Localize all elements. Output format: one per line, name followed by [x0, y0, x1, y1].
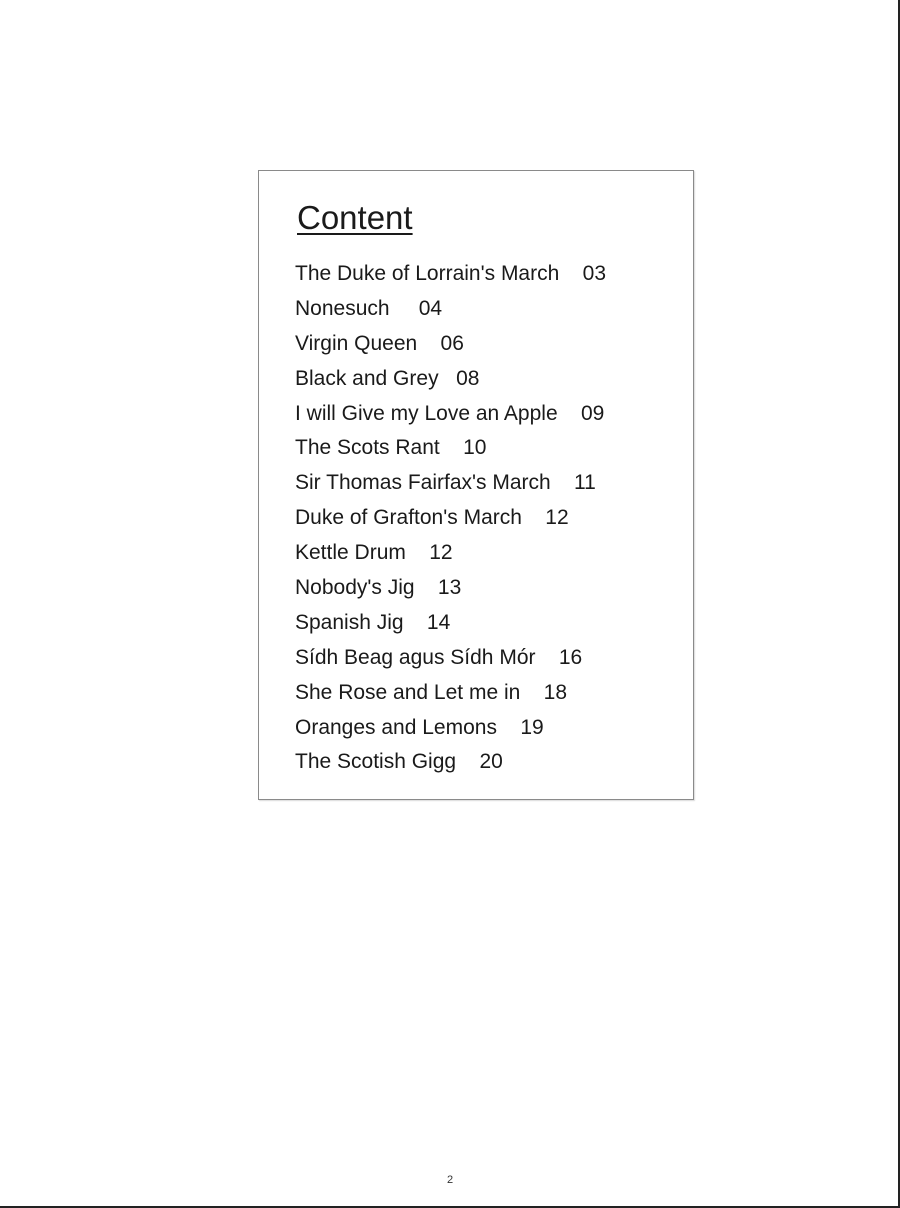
toc-entry[interactable]	[295, 645, 606, 680]
toc-entry[interactable]	[295, 505, 606, 540]
toc-list	[295, 261, 606, 784]
toc-entry-gap	[390, 297, 419, 320]
toc-entry-gap	[415, 576, 438, 599]
toc-entry-page-number: 10	[463, 436, 487, 460]
toc-entry-title: The Scotish Gigg	[295, 750, 457, 774]
toc-entry[interactable]	[295, 296, 606, 331]
toc-entry[interactable]	[295, 401, 606, 436]
toc-entry-title: The Duke of Lorrain's March	[295, 262, 560, 285]
toc-entry[interactable]	[295, 435, 606, 470]
toc-entry-page-number: 08	[456, 366, 480, 390]
toc-entry[interactable]	[295, 540, 606, 575]
toc-entry-page-number: 09	[580, 401, 605, 425]
toc-entry-page-number: 12	[429, 541, 453, 565]
toc-entry-page-number: 06	[440, 331, 464, 355]
toc-entry-gap	[520, 681, 543, 704]
toc-entry-page-number: 20	[479, 750, 503, 774]
toc-title: Content	[297, 199, 413, 236]
toc-entry-gap	[404, 611, 427, 634]
toc-entry-title: Kettle Drum	[295, 541, 406, 565]
toc-entry-title: Virgin Queen	[295, 331, 418, 355]
toc-entry-title: Sir Thomas Fairfax's March	[295, 471, 551, 495]
toc-entry-title: Duke of Grafton's March	[295, 506, 522, 530]
toc-entry[interactable]	[295, 261, 606, 296]
toc-entry[interactable]	[295, 366, 606, 401]
toc-entry-gap	[439, 367, 457, 390]
toc-entry-page-number: 16	[558, 645, 583, 669]
toc-entry-gap	[536, 646, 559, 669]
toc-entry-gap	[522, 506, 545, 529]
toc-entry-page-number: 04	[418, 296, 443, 320]
toc-entry-gap	[440, 436, 463, 459]
toc-entry-gap	[551, 471, 574, 494]
toc-entry-title: Oranges and Lemons	[295, 715, 497, 739]
toc-entry-title: Spanish Jig	[295, 610, 404, 634]
toc-entry-gap	[406, 541, 429, 564]
toc-entry-title: I will Give my Love an Apple	[295, 401, 558, 425]
toc-entry[interactable]	[295, 575, 606, 610]
toc-entry-page-number: 19	[520, 715, 544, 739]
toc-entry[interactable]	[295, 715, 606, 750]
toc-entry[interactable]	[295, 470, 606, 505]
toc-entry-gap	[558, 402, 581, 425]
toc-entry-title: The Scots Rant	[295, 436, 440, 460]
toc-entry[interactable]	[295, 331, 606, 366]
toc-entry-page-number: 13	[437, 576, 462, 600]
toc-entry-gap	[417, 332, 440, 355]
toc-entry[interactable]	[295, 749, 606, 784]
page-number: 2	[446, 1174, 454, 1186]
toc-entry-gap	[497, 716, 520, 739]
toc-entry-page-number: 03	[582, 262, 606, 285]
toc-entry-page-number: 14	[426, 610, 451, 634]
toc-entry-page-number: 12	[545, 506, 569, 530]
toc-entry-title: Nonesuch	[295, 296, 390, 320]
toc-entry-title: Black and Grey	[295, 366, 439, 390]
table-of-contents-box	[258, 170, 694, 800]
toc-entry[interactable]	[295, 610, 606, 645]
toc-entry-page-number: 11	[574, 471, 596, 495]
toc-entry[interactable]	[295, 680, 606, 715]
toc-entry-gap	[559, 262, 582, 285]
toc-entry-title: She Rose and Let me in	[295, 680, 521, 704]
toc-entry-page-number: 18	[543, 680, 568, 704]
toc-entry-gap	[456, 750, 479, 773]
toc-entry-title: Nobody's Jig	[295, 576, 415, 600]
toc-entry-title: Sídh Beag agus Sídh Mór	[295, 645, 536, 669]
